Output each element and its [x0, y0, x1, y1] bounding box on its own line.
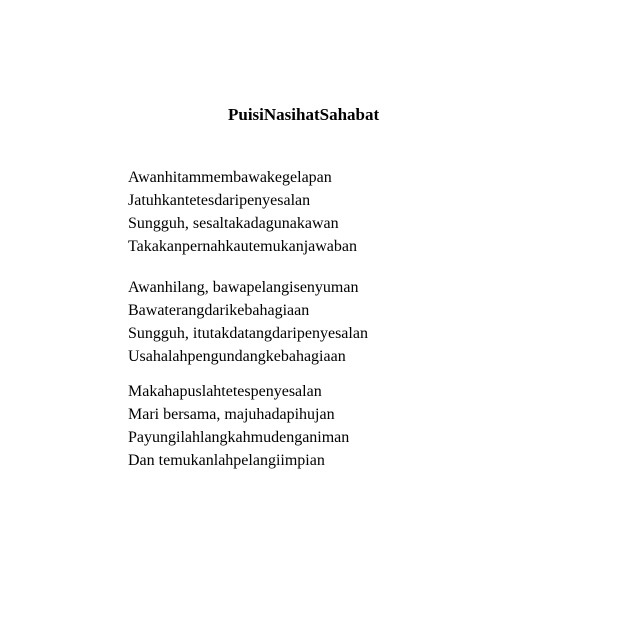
poem-line: Takakanpernahkautemukanjawaban	[128, 238, 357, 255]
poem-line: Makahapuslahtetespenyesalan	[128, 383, 322, 400]
poem-line: Bawaterangdarikebahagiaan	[128, 302, 310, 319]
poem-title: PuisiNasihatSahabat	[228, 105, 380, 124]
poem-line: Awanhilang, bawapelangisenyuman	[128, 279, 359, 296]
stanza-2	[128, 276, 368, 368]
poem-line: Dan temukanlahpelangiimpian	[128, 452, 325, 469]
stanza-3	[128, 380, 349, 472]
poem-line: Jatuhkantetesdaripenyesalan	[128, 192, 311, 209]
stanza-1	[128, 166, 357, 258]
poem-line: Mari bersama, majuhadapihujan	[128, 406, 335, 423]
poem-line: Sungguh, itutakdatangdaripenyesalan	[128, 325, 368, 342]
poem-line: Sungguh, sesaltakadagunakawan	[128, 215, 339, 232]
poem-line: Awanhitammembawakegelapan	[128, 169, 332, 186]
poem-line: Payungilahlangkahmudenganiman	[128, 429, 350, 446]
poem-line: Usahalahpengundangkebahagiaan	[128, 348, 346, 365]
